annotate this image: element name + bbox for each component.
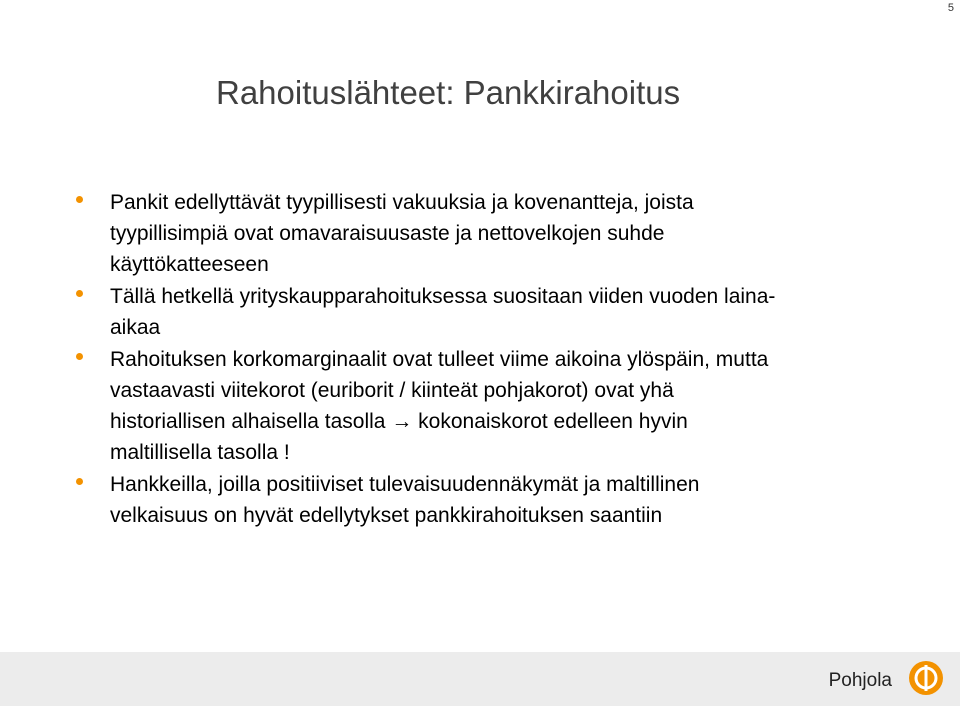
bullet-line: aikaa: [110, 316, 161, 339]
bullet-item: [72, 281, 892, 343]
bullet-line: Hankkeilla, joilla positiiviset tulevaisuudennäkymät ja maltillinen: [110, 473, 700, 496]
bullet-dot-icon: [76, 196, 83, 203]
bullet-item: [72, 187, 892, 280]
bullet-line: velkaisuus on hyvät edellytykset pankkirahoituksen saantiin: [110, 504, 663, 527]
slide-number: 5: [947, 2, 954, 14]
bullet-dot-icon: [76, 290, 83, 297]
bullet-dot-icon: [76, 478, 83, 485]
bullet-line: tyypillisimpiä ovat omavaraisuusaste ja nettovelkojen suhde: [110, 222, 665, 245]
bullet-line: vastaavasti viitekorot (euriborit / kiinteät pohjakorot) ovat yhä: [110, 379, 674, 402]
bullet-line: maltillisella tasolla !: [110, 441, 290, 464]
bullet-line: Pankit edellyttävät tyypillisesti vakuuksia ja kovenantteja, joista: [110, 191, 694, 214]
brand-name: Pohjola: [828, 670, 892, 691]
bullet-line: käyttökatteeseen: [110, 253, 269, 276]
footer-bar: [0, 652, 960, 706]
bullet-dot-icon: [76, 353, 83, 360]
pohjola-logo-icon: [908, 660, 944, 696]
bullet-list: [72, 187, 892, 532]
slide-title: Rahoituslähteet: Pankkirahoitus: [216, 74, 681, 111]
bullet-line: Rahoituksen korkomarginaalit ovat tulleet viime aikoina ylöspäin, mutta: [110, 348, 769, 371]
bullet-line: historiallisen alhaisella tasolla → kokonaiskorot edelleen hyvin: [110, 410, 688, 433]
bullet-line: Tällä hetkellä yrityskaupparahoituksessa suositaan viiden vuoden laina-: [110, 285, 776, 308]
bullet-item: [72, 469, 892, 531]
bullet-item: [72, 344, 892, 468]
